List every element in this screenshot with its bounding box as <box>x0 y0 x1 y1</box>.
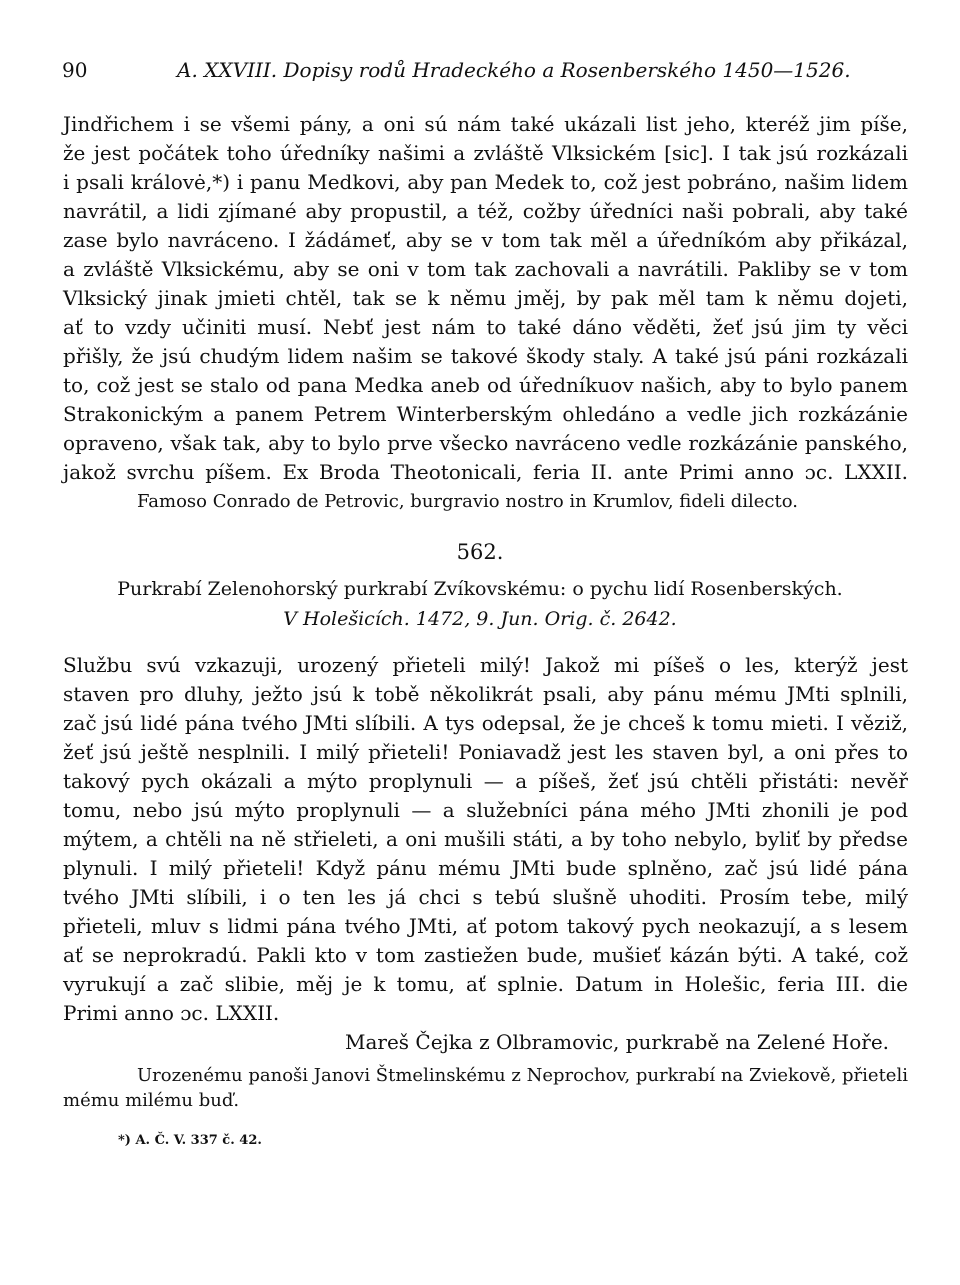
text-line: to, což jest se stalo od pana Medka aneb od úředníkuov našich, aby to bylo panem <box>63 373 908 397</box>
text-line: přieteli, mluv s lidmi pána tvého JMti, ať potom takový pych neokazují, a s lesem <box>63 914 908 938</box>
text-line: žeť jsú ještě nesplnili. I milý přieteli! Poniavadž jest les staven byl, a oni přes to <box>63 740 908 764</box>
text-line: Strakonickým a panem Petrem Winterberským ohledáno a vedle jich rozkázánie <box>63 402 908 426</box>
text-line: navrátil, a lidi zjímané aby propustil, a též, cožby úředníci naši pobrali, aby také <box>63 199 908 223</box>
text-line: jakož svrchu píšem. Ex Broda Theotonicali, feria II. ante Primi anno ɔc. LXXII. <box>63 460 908 484</box>
text-line: takový pych okázali a mýto proplynuli — a píšeš, žeť jsú chtěli přistáti: nevěř <box>63 769 908 793</box>
text-line: Jindřichem i se všemi pány, a oni sú nám také ukázali list jeho, kteréž jim píše, <box>63 112 908 136</box>
text-line: zase bylo navráceno. I žádámeť, aby se v tom tak měl a úředníkóm aby přikázal, <box>63 228 908 252</box>
text-line: tomu, nebo jsú mýto proplynuli — a služebníci pána mého JMti zhonili je pod <box>63 798 908 822</box>
letter-source: V Holešicích. 1472, 9. Jun. Orig. č. 2642. <box>283 608 677 630</box>
text-line: přišly, že jsú chudým lidem našim se takové škody staly. A také jsú páni rozkázali <box>63 344 908 368</box>
text-line: staven pro dluhy, ježto jsú k tobě několikrát psali, aby pánu mému JMti splnili, <box>63 682 908 706</box>
letter-address-line2: mému milému buď. <box>63 1090 240 1111</box>
page-header <box>62 58 908 88</box>
text-line: plynuli. I milý přieteli! Když pánu mému JMti bude splněno, zač jsú lidé pána <box>63 856 908 880</box>
text-line: opraveno, však tak, aby to bylo prve všecko navráceno vedle rozkázánie panského, <box>63 431 908 455</box>
text-line: Vlksický jinak jmieti chtěl, tak se k němu jměj, by pak měl tam k němu dojeti, <box>63 286 908 310</box>
text-line: že jest počátek toho úředníky našimi a zvláště Vlksickém [sic]. I tak jsú rozkázali <box>63 141 908 165</box>
letter-address-line1: Urozenému panoši Janovi Štmelinskému z Neprochov, purkrabí na Zviekově, přieteli <box>137 1065 908 1086</box>
text-line: Službu svú vzkazuji, urozený přieteli milý! Jakož mi píšeš o les, kterýž jest <box>63 653 908 677</box>
page-number: 90 <box>62 58 88 82</box>
text-line: a zvláště Vlksickému, aby se oni v tom tak zachovali a navrátili. Pakliby se v tom <box>63 257 908 281</box>
footnote: *) A. Č. V. 337 č. 42. <box>118 1133 262 1148</box>
text-line: zač jsú lidé pána tvého JMti slíbili. A tys odepsal, že je chceš k tomu mieti. I věziž, <box>63 711 908 735</box>
letter-title: Purkrabí Zelenohorský purkrabí Zvíkovskému: o pychu lidí Rosenberských. <box>117 578 843 600</box>
letter-number: 562. <box>456 540 504 564</box>
text-line: mýtem, a chtěli na ně střieleti, a oni mušili státi, a by toho nebylo, byliť by předse <box>63 827 908 851</box>
text-line: vyrukují a zač slibie, měj je k tomu, ať splnie. Datum in Holešic, feria III. die <box>63 972 908 996</box>
running-title: A. XXVIII. Dopisy rodů Hradeckého a Rosenberského 1450—1526. <box>177 58 851 82</box>
letter-address: Famoso Conrado de Petrovic, burgravio nostro in Krumlov, fideli dilecto. <box>137 491 798 512</box>
text-line: tvého JMti slíbili, i o ten les já chci s tebú slušně uhoditi. Prosím tebe, milý <box>63 885 908 909</box>
letter-signature: Mareš Čejka z Olbramovic, purkrabě na Zelené Hoře. <box>345 1030 890 1054</box>
text-line: ať se neprokradú. Pakli kto v tom zastiežen bude, mušieť kázán býti. A také, což <box>63 943 908 967</box>
text-line: ať to vzdy učiniti musí. Nebť jest nám to také dáno věděti, žeť jsú jim ty věci <box>63 315 908 339</box>
text-line: i psali královė,*) i panu Medkovi, aby pan Medek to, což jest pobráno, našim lidem <box>63 170 908 194</box>
text-line-last: Primi anno ɔc. LXXII. <box>63 1001 280 1025</box>
